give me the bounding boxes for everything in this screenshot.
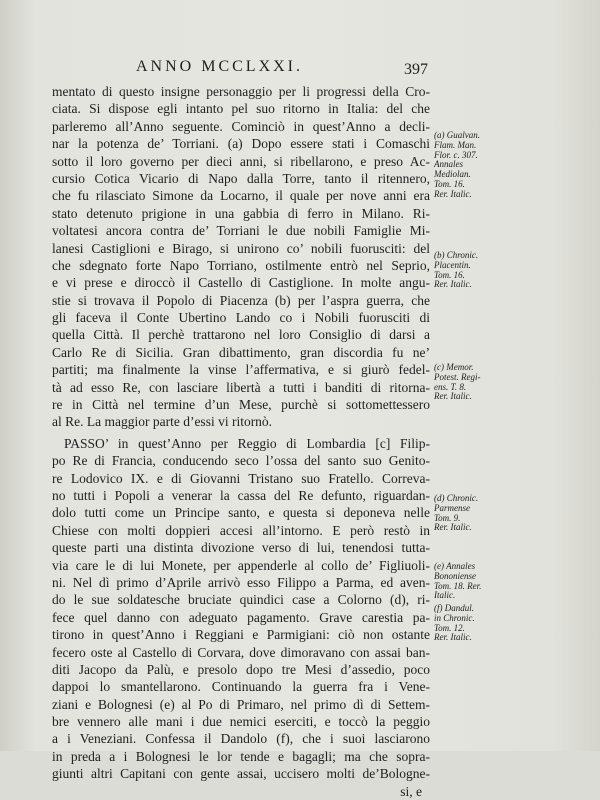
text-line: sotto il loro governo per dieci anni, si ribellarono, e preso Ac- [52,153,430,169]
text-line: fecero oste al Castello di Corvara, dove dimoravano con assai ban- [52,644,430,660]
side-note-line: Tom. 9. [434,512,461,523]
side-note-line: in Chronic. [434,612,475,623]
text-line: diti Jacopo da Palù, e presolo dopo tre Mesi d’assedio, poco [52,661,430,677]
catchword: si, e [400,783,422,799]
text-line: no tutti i Popoli a venerar la cassa del Re defunto, riguardan- [52,487,430,503]
text-line: quella Città. Il perchè trattarono nel loro Consiglio di darsi a [52,327,430,343]
side-note-line: (e) Annales [434,561,476,571]
text-line: tirono in quest’Anno i Reggiani e Parmigiani: ciò non ostante [52,627,430,643]
side-note-line: Tom. 18. Rer. [434,580,482,591]
side-note-line: Annales [434,159,463,170]
side-note [434,494,524,533]
text-line: giunti altri Capitani con gente assai, uccisero molti de’Bologne- [52,766,430,782]
text-line: stato detenuto prigione in una gabbia di ferro in Milano. Ri- [52,205,430,221]
text-line: gli faceva il Conte Ubertino Lando co i Nobili fuorusciti di [52,310,430,326]
text-line: do le sue soldatesche bruciate quindici case a Colorno (d), ri- [52,592,430,608]
side-note-line: (d) Chronic. [434,493,479,503]
text-line: tà ad esso Re, con lasciare libertà a tutti i banditi di ritorna- [52,379,430,395]
side-note-line: Mediolan. [434,169,471,180]
text-line: bre vennero alle mani i due nemici eserciti, e toccò la peggio [52,714,430,730]
text-line: dappoi lo smantellarono. Continuando la guerra fra i Vene- [52,679,430,695]
paragraph-2 [52,435,430,783]
side-note-line: (a) Gualvan. [434,130,480,140]
text-line: re in Città nel termine d’un Mese, purchè si sottomettessero [52,397,430,413]
text-line: mentato di questo insigne personaggio per li progressi della Cro- [52,84,430,99]
running-title: ANNO MCCLXXI. [136,58,303,75]
text-line: partiti; ma finalmente la vinse l’affermativa, e si giurò fedel- [52,362,430,378]
side-note-line: Rer. Italic. [434,391,472,402]
side-note-line: (f) Dandul. [434,603,474,613]
text-line: ziani e Bolognesi (e) al Po di Primaro, nel primo dì di Settem- [52,696,430,712]
side-note-line: Italic. [434,590,456,601]
side-note-line: Rer. Italic. [434,632,472,643]
side-note [434,363,524,402]
side-note-line: Flor. c. 307. [434,149,478,160]
text-line: po Re di Francia, conducendo seco l’ossa del santo suo Genito- [52,453,430,469]
text-line: queste parti una distinta divozione verso di lui, tenendosi tutta- [52,540,430,556]
side-note-line: Tom. 16. [434,178,465,189]
text-line: che fu rilasciato Simone da Locarno, il quale per nove anni era [52,188,430,204]
side-note-line: Rer. Italic. [434,279,472,290]
text-line: dolo tutti come un Principe santo, e questa si deponeva nelle [52,505,430,521]
text-line: Carlo Re di Sicilia. Gran dibattimento, gran discordia fu ne’ [52,344,430,360]
side-note-line: Tom. 12. [434,622,465,633]
main-text [52,83,430,800]
text-line: lanesi Castiglioni e Birago, si unirono co’ nobili fuorusciti: del [52,240,430,256]
side-note-line: Parmense [434,502,470,513]
text-line: parleremo all’Anno seguente. Cominciò in quest’Anno a decli- [52,118,430,134]
text-line: via care le di lui Monete, per appenderle al collo de’ Figliuoli- [52,557,430,573]
text-line: voltatesi ancora contra de’ Torriani le due nobili Famiglie Mi- [52,223,430,239]
paragraph-1 [52,83,430,431]
text-line: fece quel danno con adeguato pagamento. Grave carestia pa- [52,609,430,625]
side-note-line: Tom. 16. [434,269,465,280]
page-header [0,58,600,82]
side-note [434,562,524,601]
side-note-line: ens. T. 8. [434,381,467,392]
side-note [434,131,524,200]
text-line: cursio Cotica Vicario di Napo dalla Torre, tanto il ritennero, [52,170,430,186]
side-note-line: Rer. Italic. [434,522,472,533]
text-line: al Re. La maggior parte d’essi vi ritornò. [52,414,273,430]
text-line: stie si trovava il Popolo di Piacenza (b) per l’aspra guerra, che [52,292,430,308]
text-line: a i Veneziani. Confessa il Dandolo (f), che i suoi lasciarono [52,731,430,747]
side-note-line: (c) Memor. [434,362,474,372]
side-note-line: Bononiense [434,570,476,581]
text-line: ni. Nel dì primo d’Aprile arrivò esso Filippo a Parma, ed aven- [52,574,430,590]
text-line: che sdegnato forte Napo Torriano, ostilmente entrò nel Seprio, [52,257,430,273]
side-note [434,251,524,290]
side-note-line: Flam. Man. [434,139,477,150]
text-line: e vi prese e diroccò il Castello di Castiglione. In molte angu- [52,275,430,291]
side-note-line: Rer. Italic. [434,188,472,199]
side-note [434,604,524,643]
text-line: ciata. Si dispose egli intanto pel suo ritorno in Italia: del che [52,101,430,117]
side-note-line: Placentin. [434,259,471,270]
page-number: 397 [404,61,428,78]
text-line: Chiese con molti doppieri accesi all’intorno. E però restò in [52,522,430,538]
side-note-line: (b) Chronic. [434,250,479,260]
text-line: in preda a i Bolognesi le lor tende e bagagli; ma che sopra- [52,748,430,764]
text-line: re Lodovico IX. e di Giovanni Tristano suo Fratello. Correva- [52,470,430,486]
side-note-line: Potest. Regi- [434,371,481,382]
text-line: nar la potenza de’ Torriani. (a) Dopo essere stati i Comaschi [52,136,430,152]
text-line: PASSO’ in quest’Anno per Reggio di Lombardia [c] Filip- [64,435,430,451]
